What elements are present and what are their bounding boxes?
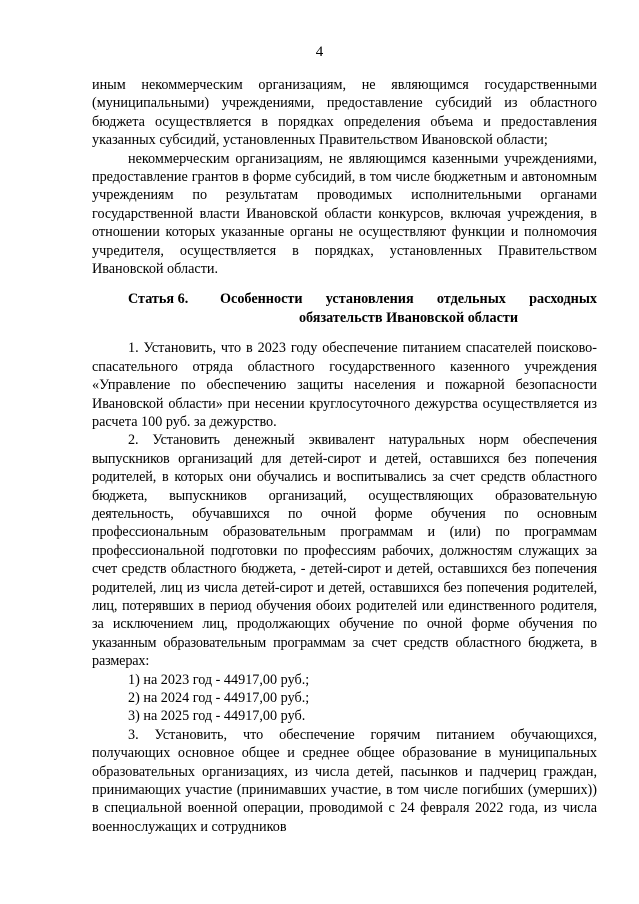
article-title [220,290,597,327]
list-item: 2) на 2024 год - 44917,00 руб.; [128,690,310,706]
document-body [92,76,597,836]
paragraph-item-2: 2. Установить денежный эквивалент натуральных норм обеспечения выпускников организаций для детей-сирот и детей, оставшихся без попечения родителей, в которых они обучались и воспитывались за счет средств областного бюджета, выпускников организаций, осуществляющих образовательную деятельность, обучавшихся по очной форме обучения по основным профессиональным образовательным программам и (или) по программам профессиональной подготовки по профессиям рабочих, должностям служащих за счет средств областного бюджета, - детей-сирот и детей, оставшихся без попечения родителей, лиц из числа детей-сирот и детей, оставшихся без попечения родителей, лиц, потерявших в период обучения обоих родителей или единственного родителя, за исключением лиц, продолжающих обучение по очной форме обучения по указанным образовательным программам за счет средств областного бюджета, в размерах: [92,432,597,670]
paragraph-item-1: 1. Установить, что в 2023 году обеспечение питанием спасателей поисково-спасательного отряда областного государственного казенного учреждения «Управление по обеспечению защиты населения и пожарной безопасности Ивановской области» при несении круглосуточного дежурства осуществляется из расчета 100 руб. за дежурство. [92,340,597,430]
paragraph-item-3: 3. Установить, что обеспечение горячим питанием обучающихся, получающих основное общее и среднее общее образование в муниципальных образовательных организациях, из числа детей, пасынков и падчериц граждан, принимающих участие (принимавших участие, в том числе погибших (умерших)) в специальной военной операции, проводимой с 24 февраля 2022 года, из числа военнослужащих и сотрудников [92,726,597,835]
article-title-line2: обязательств Ивановской области [298,309,519,326]
paragraph-grants: некоммерческим организациям, не являющимся казенными учреждениями, предоставление грантов в форме субсидий, в том числе бюджетным и автономным учреждениям по результатам проводимых исполнительными органами государственной власти Ивановской области конкурсов, включая учреждения, в отношении которых указанные органы не осуществляют функции и полномочия учредителя, осуществляется в порядках, установленных Правительством Ивановской области. [92,150,597,278]
page-number: 4 [315,44,324,60]
list-item: 3) на 2025 год - 44917,00 руб. [128,708,306,725]
article-heading [92,290,597,327]
paragraph-noncommercial-orgs: иным некоммерческим организациям, не являющимся государственными (муниципальными) учреждениями, предоставление субсидий из областного бюджета осуществляется в порядках определения объема и предоставления указанных субсидий, установленных Правительством Ивановской области; [92,77,597,149]
list-item: 1) на 2023 год - 44917,00 руб.; [128,671,310,688]
article-title-line1: Особенности установления отдельных расходных [220,291,597,308]
article-label: Статья 6. [128,291,189,308]
